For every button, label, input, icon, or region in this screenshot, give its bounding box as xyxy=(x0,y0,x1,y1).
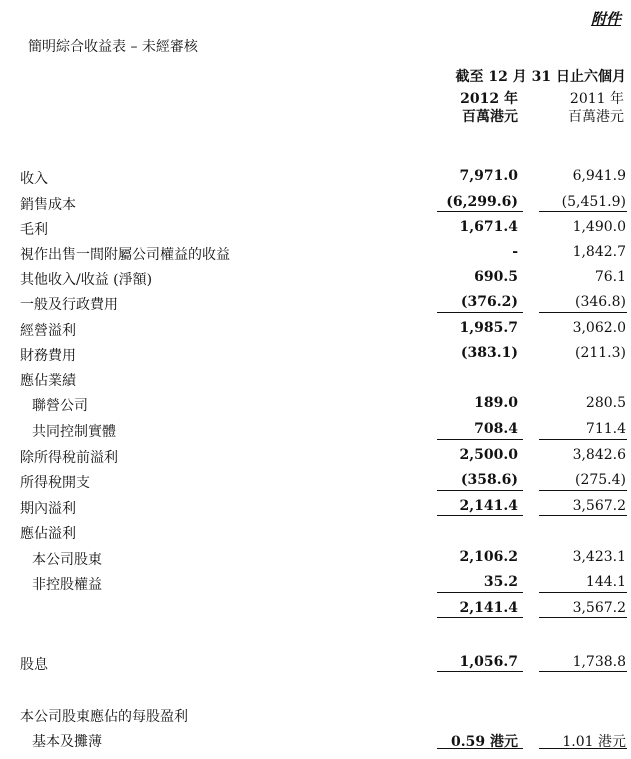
current-year-column-header xyxy=(428,90,518,126)
row-revenue xyxy=(0,164,631,189)
prior-value: 1,738.8 xyxy=(572,654,626,670)
total-rule xyxy=(539,617,627,618)
row-label: 收入 xyxy=(20,171,48,187)
row-share-of-results xyxy=(0,366,631,391)
prior-value: (346.8) xyxy=(574,294,626,310)
row-deemed-disposal-gain xyxy=(0,240,631,265)
prior-year-label: 2011 年 xyxy=(569,91,624,107)
row-eps-heading xyxy=(0,702,631,727)
row-income-tax xyxy=(0,468,631,493)
prior-value: 6,941.9 xyxy=(572,168,626,184)
row-operating-profit xyxy=(0,316,631,341)
current-value: 2,141.4 xyxy=(459,600,518,616)
subtotal-rule xyxy=(437,312,523,313)
row-shareholders xyxy=(0,545,631,570)
row-label: 財務費用 xyxy=(20,348,76,364)
subtotal-rule xyxy=(539,439,627,440)
total-rule xyxy=(437,671,523,672)
row-label: 非控股權益 xyxy=(32,577,102,593)
current-value: (383.1) xyxy=(460,345,518,361)
row-label: 銷售成本 xyxy=(20,197,76,213)
row-label: 除所得稅前溢利 xyxy=(20,450,118,466)
row-label: 一般及行政費用 xyxy=(20,297,118,313)
prior-year-unit: 百萬港元 xyxy=(568,109,624,125)
row-label: 本公司股東應佔的每股盈利 xyxy=(20,709,188,725)
prior-year-column-header xyxy=(534,90,624,126)
row-label: 經營溢利 xyxy=(20,323,76,339)
current-value: 189.0 xyxy=(474,395,518,411)
subtotal-rule xyxy=(539,592,627,593)
current-value: 2,141.4 xyxy=(459,498,518,514)
row-dividends xyxy=(0,650,631,675)
row-profit-for-period xyxy=(0,494,631,519)
total-rule xyxy=(437,515,523,516)
row-label: 視作出售一間附屬公司權益的收益 xyxy=(20,247,230,263)
current-value: 1,671.4 xyxy=(459,219,518,235)
current-value: 7,971.0 xyxy=(459,168,518,184)
row-basic-and-diluted xyxy=(0,727,631,752)
prior-value: 280.5 xyxy=(585,395,626,411)
row-label: 共同控制實體 xyxy=(32,424,116,440)
prior-value: (5,451.9) xyxy=(561,194,626,210)
row-label: 毛利 xyxy=(20,222,48,238)
row-label: 所得稅開支 xyxy=(20,475,90,491)
subtotal-rule xyxy=(539,211,627,212)
current-year-unit: 百萬港元 xyxy=(462,109,518,125)
row-other-income xyxy=(0,265,631,290)
prior-value: 1,842.7 xyxy=(572,244,626,260)
row-non-controlling-interests xyxy=(0,570,631,595)
prior-value: 3,062.0 xyxy=(572,320,626,336)
current-value: (376.2) xyxy=(460,294,518,310)
current-year-label: 2012 年 xyxy=(460,91,518,107)
subtotal-rule xyxy=(437,490,523,491)
prior-value: (275.4) xyxy=(574,472,626,488)
prior-value: 3,842.6 xyxy=(572,447,626,463)
total-rule xyxy=(539,748,627,749)
statement-title: 簡明綜合收益表 – 未經審核 xyxy=(28,39,198,55)
subtotal-rule xyxy=(539,490,627,491)
current-value: 2,106.2 xyxy=(459,549,518,565)
prior-value: 3,567.2 xyxy=(572,498,626,514)
period-header: 截至 12 月 31 日止六個月 xyxy=(455,69,626,85)
subtotal-rule xyxy=(539,312,627,313)
current-value: 2,500.0 xyxy=(459,447,518,463)
row-label: 本公司股東 xyxy=(32,552,102,568)
row-label: 期內溢利 xyxy=(20,501,76,517)
row-label: 應佔溢利 xyxy=(20,526,76,542)
row-label: 應佔業績 xyxy=(20,373,76,389)
subtotal-rule xyxy=(437,439,523,440)
row-label: 基本及攤薄 xyxy=(32,734,102,750)
row-cost-of-sales xyxy=(0,190,631,215)
prior-value: 3,567.2 xyxy=(572,600,626,616)
row-label: 聯營公司 xyxy=(32,398,88,414)
prior-value: 1,490.0 xyxy=(572,219,626,235)
row-attributable-total xyxy=(0,596,631,621)
current-value: 690.5 xyxy=(474,269,518,285)
current-value: (6,299.6) xyxy=(446,194,518,210)
row-associates xyxy=(0,391,631,416)
total-rule xyxy=(437,748,523,749)
total-rule xyxy=(539,671,627,672)
prior-value: 144.1 xyxy=(585,574,626,590)
row-profit-before-tax xyxy=(0,443,631,468)
row-finance-costs xyxy=(0,341,631,366)
row-label: 股息 xyxy=(20,657,48,673)
prior-value: 1.01 港元 xyxy=(562,734,626,750)
attachment-label: 附件 xyxy=(590,10,621,28)
current-value: (358.6) xyxy=(460,472,518,488)
prior-value: (211.3) xyxy=(574,345,626,361)
row-gross-profit xyxy=(0,215,631,240)
current-value: - xyxy=(512,244,518,260)
prior-value: 76.1 xyxy=(594,269,626,285)
total-rule xyxy=(539,515,627,516)
current-value: 708.4 xyxy=(474,421,518,437)
prior-value: 3,423.1 xyxy=(572,549,626,565)
row-jointly-controlled-entities xyxy=(0,417,631,442)
current-value: 0.59 港元 xyxy=(451,734,518,750)
current-value: 1,056.7 xyxy=(459,654,518,670)
current-value: 35.2 xyxy=(483,574,518,590)
subtotal-rule xyxy=(437,592,523,593)
current-value: 1,985.7 xyxy=(459,320,518,336)
row-attributable-to xyxy=(0,519,631,544)
row-label: 其他收入/收益 (淨額) xyxy=(20,272,153,288)
total-rule xyxy=(437,617,523,618)
subtotal-rule xyxy=(437,211,523,212)
row-admin-expenses xyxy=(0,290,631,315)
prior-value: 711.4 xyxy=(585,421,626,437)
